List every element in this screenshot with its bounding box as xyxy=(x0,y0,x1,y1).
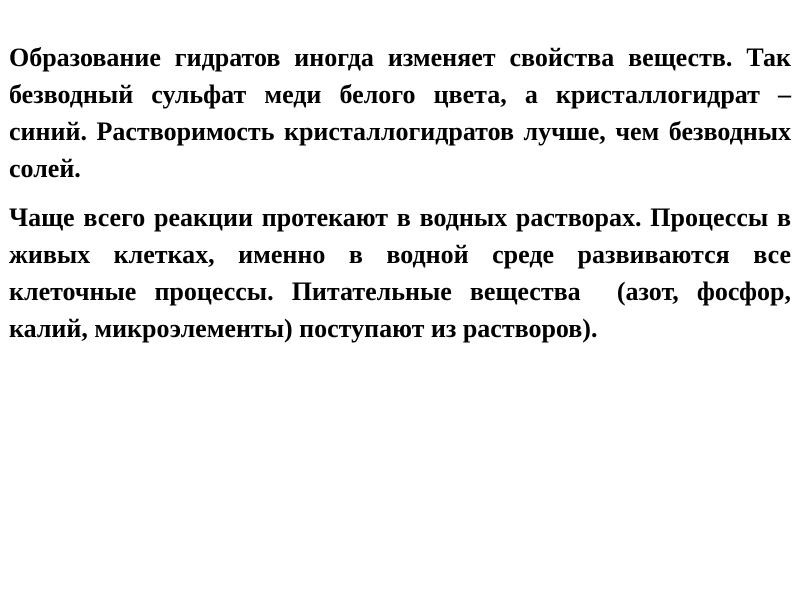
paragraph-hydrates: Образование гидратов иногда изменяет свойства веществ. Так безводный сульфат меди белого цвета, а кристаллогидрат – синий. Растворимость кристаллогидратов лучше, чем безводных солей. xyxy=(9,43,798,183)
paragraph-aqueous-solutions: Чаще всего реакции протекают в водных растворах. Процессы в живых клетках, именно в водной среде развиваются все клеточные процессы. Питательные вещества (азот, фосфор, калий, микроэлементы) поступают из растворов). xyxy=(9,203,798,343)
